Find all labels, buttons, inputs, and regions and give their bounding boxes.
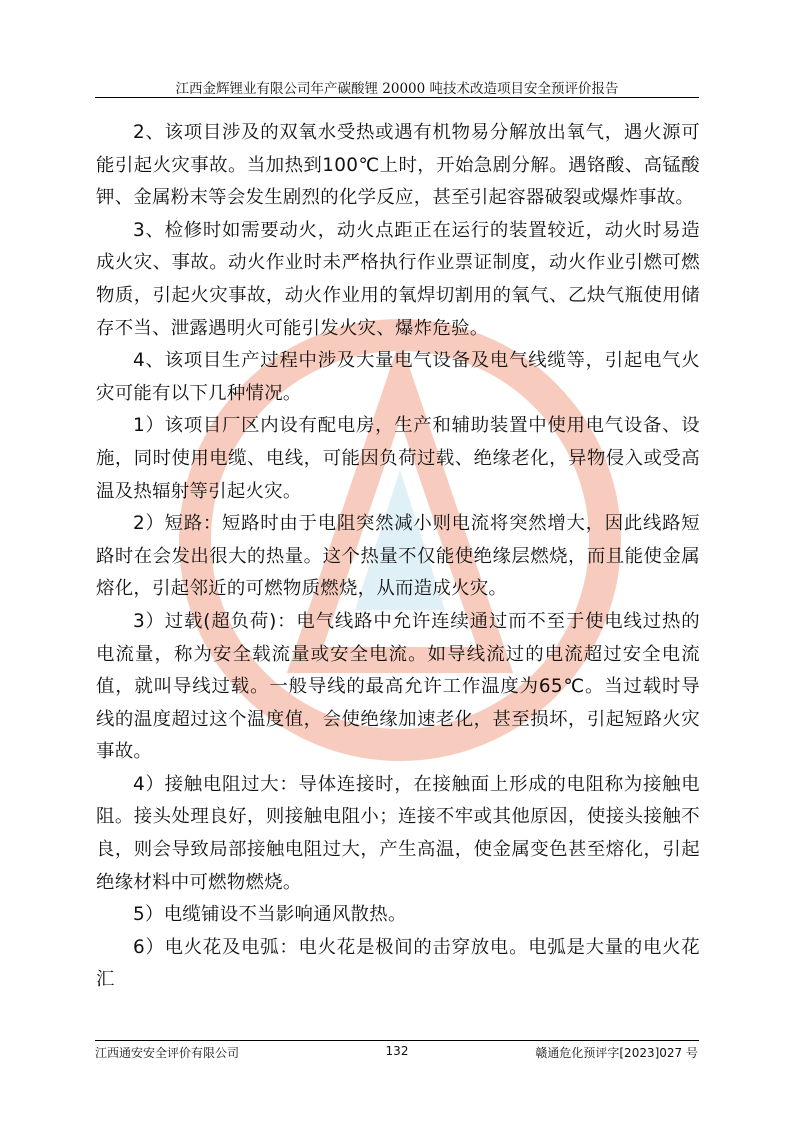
footer-divider — [95, 1040, 699, 1041]
paragraph: 4、该项目生产过程中涉及大量电气设备及电气线缆等，引起电气火灾可能有以下几种情况。 — [96, 350, 700, 404]
header-divider — [95, 97, 699, 98]
paragraph: 5）电缆铺设不当影响通风散热。 — [133, 904, 407, 926]
page-header-title: 江西金辉锂业有限公司年产碳酸锂 20000 吨技术改造项目安全预评价报告 — [175, 81, 619, 97]
paragraph: 6）电火花及电弧：电火花是极间的击穿放电。电弧是大量的电火花汇 — [96, 936, 700, 991]
paragraph: 3）过载(超负荷)：电气线路中允许连续通过而不至于使电线过热的电流量，称为安全载流量或安全电流。如导线流过的电流超过安全电流值，就叫导线过载。一般导线的最高允许工作温度为65℃。当过载时导线的温度超过这个温度值，会使绝缘加速老化，甚至损坏，引起短路火灾事故。 — [96, 610, 700, 763]
paragraph: 1）该项目厂区内设有配电房，生产和辅助装置中使用电气设备、设施，同时使用电缆、电线，可能因负荷过载、绝缘老化，异物侵入或受高温及热辐射等引起火灾。 — [96, 415, 700, 502]
document-body — [96, 117, 700, 997]
paragraph: 2、该项目涉及的双氧水受热或遇有机物易分解放出氧气，遇火源可能引起火灾事故。当加热到100℃上时，开始急剧分解。遇铬酸、高锰酸钾、金属粉末等会发生剧烈的化学反应，甚至引起容器破裂或爆炸事故。 — [96, 122, 700, 209]
page-number: 132 — [385, 1044, 409, 1058]
paragraph: 2）短路：短路时由于电阻突然减小则电流将突然增大，因此线路短路时在会发出很大的热量。这个热量不仅能使绝缘层燃烧，而且能使金属熔化，引起邻近的可燃物质燃烧，从而造成火灾。 — [96, 513, 700, 600]
paragraph: 4）接触电阻过大：导体连接时，在接触面上形成的电阻称为接触电阻。接头处理良好，则接触电阻小；连接不牢或其他原因，使接头接触不良，则会导致局部接触电阻过大，产生高温，使金属变色甚至熔化，引起绝缘材料中可燃物燃烧。 — [96, 773, 700, 893]
document-code: 赣通危化预评字[2023]027 号 — [535, 1046, 698, 1060]
footer-company: 江西通安安全评价有限公司 — [95, 1046, 240, 1060]
paragraph: 3、检修时如需要动火，动火点距正在运行的装置较近，动火时易造成火灾、事故。动火作业时未严格执行作业票证制度，动火作业引燃可燃物质，引起火灾事故，动火作业用的氧焊切割用的氧气、乙炔气瓶使用储存不当、泄露遇明火可能引发火灾、爆炸危验。 — [96, 219, 700, 339]
